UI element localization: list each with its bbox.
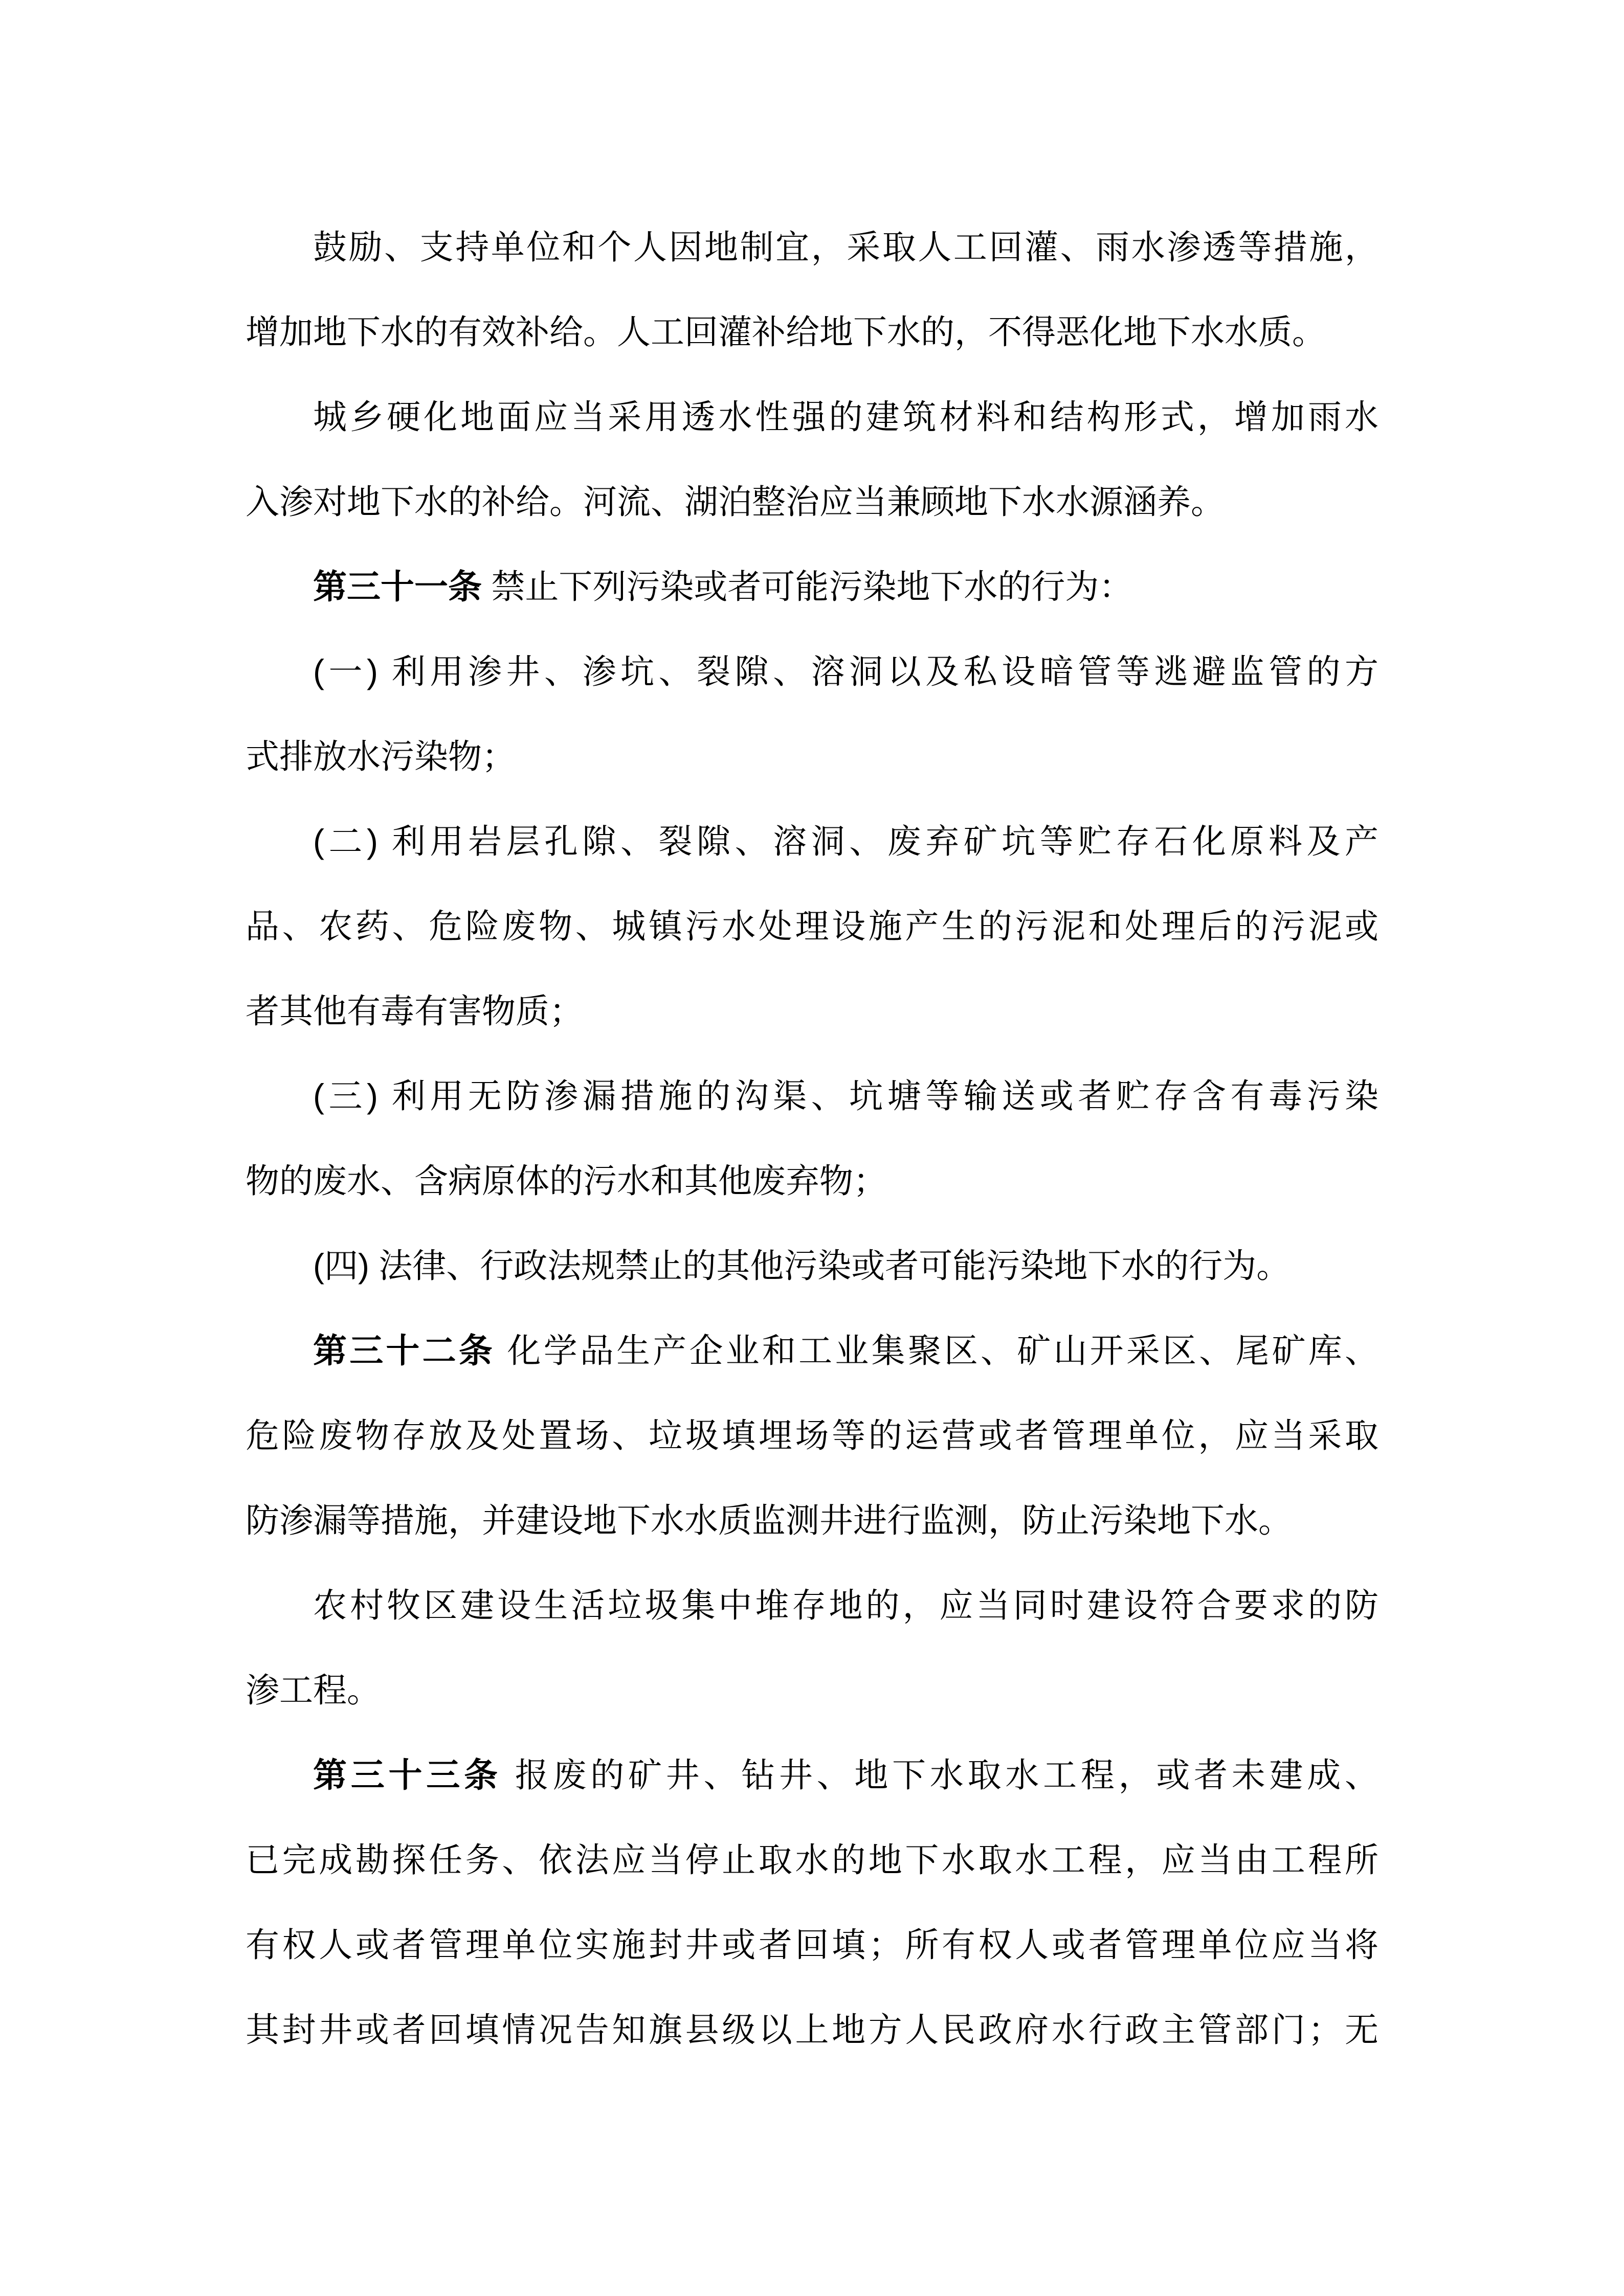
- article-number: 第三十三条: [313, 1756, 502, 1794]
- text-line: 有权人或者管理单位实施封井或者回填；所有权人或者管理单位应当将: [246, 1926, 1378, 1964]
- text-line: [246, 1308, 1378, 1393]
- text-line: 入渗对地下水的补给。河流、湖泊整治应当兼顾地下水水源涵养。: [246, 483, 1225, 521]
- text-line: 式排放水污染物；: [246, 737, 516, 775]
- text-line: [246, 1732, 1378, 1817]
- text-line: (二) 利用岩层孔隙、裂隙、溶洞、废弃矿坑等贮存石化原料及产: [313, 822, 1378, 860]
- text-line: [246, 544, 1378, 629]
- text-line: (三) 利用无防渗漏措施的沟渠、坑塘等输送或者贮存含有毒污染: [313, 1077, 1378, 1115]
- text-line: 物的废水、含病原体的污水和其他废弃物；: [246, 1162, 887, 1200]
- text-line: 渗工程。: [246, 1671, 381, 1709]
- text-line: (一) 利用渗井、渗坑、裂隙、溶洞以及私设暗管等逃避监管的方: [313, 652, 1378, 690]
- text-line: 已完成勘探任务、依法应当停止取水的地下水取水工程，应当由工程所: [246, 1841, 1378, 1879]
- text-line: 增加地下水的有效补给。人工回灌补给地下水的，不得恶化地下水水质。: [246, 313, 1326, 351]
- text-line: 危险废物存放及处置场、垃圾填埋场等的运营或者管理单位，应当采取: [246, 1416, 1378, 1454]
- text-line: 品、农药、危险废物、城镇污水处理设施产生的污泥和处理后的污泥或: [246, 907, 1378, 945]
- line-text: 禁止下列污染或者可能污染地下水的行为：: [482, 568, 1133, 605]
- document-text-block: [246, 205, 1378, 2072]
- article-number: 第三十二条: [313, 1332, 495, 1369]
- text-line: 防渗漏等措施，并建设地下水水质监测井进行监测，防止污染地下水。: [246, 1501, 1292, 1539]
- text-line: 鼓励、支持单位和个人因地制宜，采取人工回灌、雨水渗透等措施，: [313, 228, 1378, 266]
- text-line: 农村牧区建设生活垃圾集中堆存地的，应当同时建设符合要求的防: [313, 1586, 1378, 1624]
- line-text: 报废的矿井、钻井、地下水取水工程，或者未建成、: [501, 1756, 1379, 1794]
- text-line: 城乡硬化地面应当采用透水性强的建筑材料和结构形式，增加雨水: [313, 398, 1378, 436]
- text-line: 者其他有毒有害物质；: [246, 992, 583, 1030]
- text-line: (四) 法律、行政法规禁止的其他污染或者可能污染地下水的行为。: [313, 1247, 1291, 1285]
- line-text: 化学品生产企业和工业集聚区、矿山开采区、尾矿库、: [495, 1332, 1379, 1369]
- article-number: 第三十一条: [313, 568, 482, 605]
- text-line: 其封井或者回填情况告知旗县级以上地方人民政府水行政主管部门；无: [246, 2011, 1378, 2049]
